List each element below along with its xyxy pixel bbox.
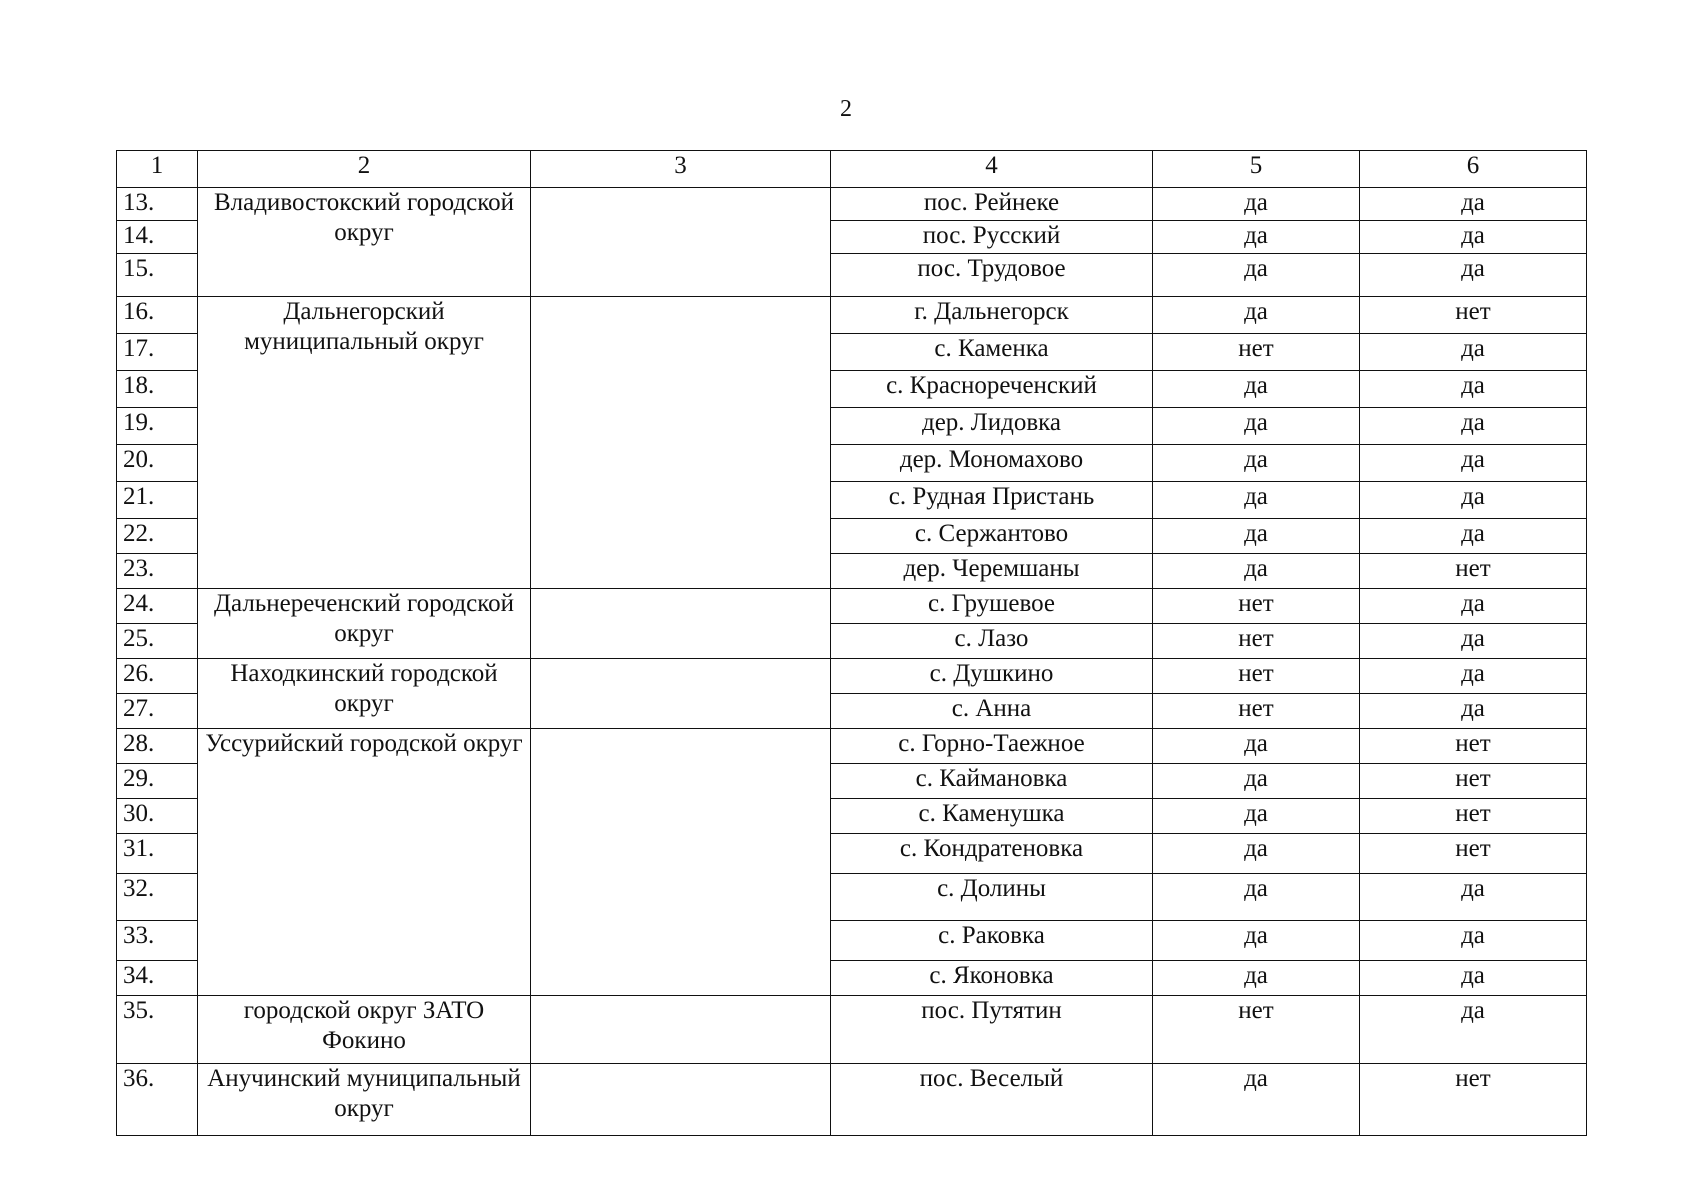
header-cell-3: 3: [531, 151, 831, 188]
column-6-value: да: [1360, 254, 1587, 297]
column-6-value: нет: [1360, 554, 1587, 589]
column-6-value: да: [1360, 519, 1587, 554]
row-number: 19.: [117, 408, 198, 445]
row-number: 26.: [117, 659, 198, 694]
settlement-name: с. Каменушка: [831, 799, 1153, 834]
column-6-value: нет: [1360, 729, 1587, 764]
empty-cell: [531, 1064, 831, 1136]
column-5-value: да: [1153, 874, 1360, 921]
column-5-value: да: [1153, 1064, 1360, 1136]
municipality-name: Анучинский муниципальный округ: [198, 1064, 531, 1136]
column-6-value: да: [1360, 921, 1587, 961]
column-5-value: нет: [1153, 589, 1360, 624]
settlement-name: пос. Русский: [831, 221, 1153, 254]
settlement-name: дер. Лидовка: [831, 408, 1153, 445]
settlement-name: с. Долины: [831, 874, 1153, 921]
column-5-value: да: [1153, 254, 1360, 297]
column-6-value: да: [1360, 694, 1587, 729]
table-row: [117, 297, 1587, 334]
column-5-value: да: [1153, 188, 1360, 221]
row-number: 31.: [117, 834, 198, 874]
settlement-name: с. Каймановка: [831, 764, 1153, 799]
settlement-name: с. Грушевое: [831, 589, 1153, 624]
column-6-value: да: [1360, 659, 1587, 694]
column-6-value: нет: [1360, 1064, 1587, 1136]
column-6-value: да: [1360, 408, 1587, 445]
header-cell-1: 1: [117, 151, 198, 188]
column-6-value: да: [1360, 221, 1587, 254]
column-5-value: нет: [1153, 624, 1360, 659]
row-number: 33.: [117, 921, 198, 961]
column-6-value: да: [1360, 961, 1587, 996]
empty-cell: [531, 659, 831, 729]
column-5-value: да: [1153, 799, 1360, 834]
column-5-value: да: [1153, 221, 1360, 254]
settlements-table: [116, 150, 1587, 1136]
settlement-name: с. Сержантово: [831, 519, 1153, 554]
column-5-value: да: [1153, 729, 1360, 764]
row-number: 28.: [117, 729, 198, 764]
column-5-value: да: [1153, 921, 1360, 961]
table-row: [117, 996, 1587, 1064]
column-6-value: нет: [1360, 764, 1587, 799]
header-cell-2: 2: [198, 151, 531, 188]
table-row: [117, 589, 1587, 624]
column-6-value: да: [1360, 371, 1587, 408]
column-6-value: нет: [1360, 297, 1587, 334]
row-number: 13.: [117, 188, 198, 221]
settlement-name: пос. Рейнеке: [831, 188, 1153, 221]
empty-cell: [531, 297, 831, 589]
municipality-name: Дальнегорский муниципальный округ: [198, 297, 531, 589]
column-5-value: нет: [1153, 334, 1360, 371]
column-5-value: да: [1153, 764, 1360, 799]
header-cell-6: 6: [1360, 151, 1587, 188]
settlement-name: с. Рудная Пристань: [831, 482, 1153, 519]
settlement-name: пос. Путятин: [831, 996, 1153, 1064]
row-number: 23.: [117, 554, 198, 589]
row-number: 25.: [117, 624, 198, 659]
settlement-name: с. Анна: [831, 694, 1153, 729]
column-6-value: да: [1360, 445, 1587, 482]
settlement-name: дер. Мономахово: [831, 445, 1153, 482]
column-6-value: да: [1360, 482, 1587, 519]
empty-cell: [531, 996, 831, 1064]
column-5-value: да: [1153, 519, 1360, 554]
municipality-name: Находкинский городской округ: [198, 659, 531, 729]
settlement-name: с. Раковка: [831, 921, 1153, 961]
municipality-name: Уссурийский городской округ: [198, 729, 531, 996]
column-5-value: да: [1153, 482, 1360, 519]
row-number: 17.: [117, 334, 198, 371]
row-number: 36.: [117, 1064, 198, 1136]
row-number: 14.: [117, 221, 198, 254]
header-cell-5: 5: [1153, 151, 1360, 188]
row-number: 18.: [117, 371, 198, 408]
header-row: [117, 151, 1587, 188]
page-number: 2: [840, 96, 852, 122]
row-number: 21.: [117, 482, 198, 519]
row-number: 16.: [117, 297, 198, 334]
settlement-name: с. Каменка: [831, 334, 1153, 371]
settlement-name: с. Лазо: [831, 624, 1153, 659]
settlement-name: с. Краснореченский: [831, 371, 1153, 408]
column-6-value: нет: [1360, 834, 1587, 874]
row-number: 30.: [117, 799, 198, 834]
row-number: 15.: [117, 254, 198, 297]
table-row: [117, 188, 1587, 221]
column-6-value: да: [1360, 589, 1587, 624]
settlement-name: пос. Трудовое: [831, 254, 1153, 297]
settlement-name: с. Кондратеновка: [831, 834, 1153, 874]
header-cell-4: 4: [831, 151, 1153, 188]
row-number: 24.: [117, 589, 198, 624]
empty-cell: [531, 589, 831, 659]
row-number: 29.: [117, 764, 198, 799]
municipality-name: городской округ ЗАТО Фокино: [198, 996, 531, 1064]
table-row: [117, 659, 1587, 694]
row-number: 20.: [117, 445, 198, 482]
row-number: 27.: [117, 694, 198, 729]
column-6-value: да: [1360, 334, 1587, 371]
row-number: 32.: [117, 874, 198, 921]
row-number: 22.: [117, 519, 198, 554]
settlement-name: пос. Веселый: [831, 1064, 1153, 1136]
column-5-value: да: [1153, 554, 1360, 589]
row-number: 35.: [117, 996, 198, 1064]
column-5-value: да: [1153, 834, 1360, 874]
settlement-name: дер. Черемшаны: [831, 554, 1153, 589]
column-5-value: нет: [1153, 694, 1360, 729]
municipality-name: Дальнереченский городской округ: [198, 589, 531, 659]
settlement-name: с. Яконовка: [831, 961, 1153, 996]
column-6-value: да: [1360, 996, 1587, 1064]
row-number: 34.: [117, 961, 198, 996]
empty-cell: [531, 188, 831, 297]
column-6-value: да: [1360, 624, 1587, 659]
column-6-value: да: [1360, 874, 1587, 921]
column-5-value: да: [1153, 297, 1360, 334]
column-6-value: нет: [1360, 799, 1587, 834]
column-5-value: да: [1153, 371, 1360, 408]
table-row: [117, 729, 1587, 764]
table-row: [117, 1064, 1587, 1136]
column-5-value: нет: [1153, 659, 1360, 694]
empty-cell: [531, 729, 831, 996]
settlement-name: с. Горно-Таежное: [831, 729, 1153, 764]
settlement-name: с. Душкино: [831, 659, 1153, 694]
column-5-value: да: [1153, 408, 1360, 445]
settlement-name: г. Дальнегорск: [831, 297, 1153, 334]
column-6-value: да: [1360, 188, 1587, 221]
column-5-value: нет: [1153, 996, 1360, 1064]
column-5-value: да: [1153, 961, 1360, 996]
municipality-name: Владивостокский городской округ: [198, 188, 531, 297]
column-5-value: да: [1153, 445, 1360, 482]
